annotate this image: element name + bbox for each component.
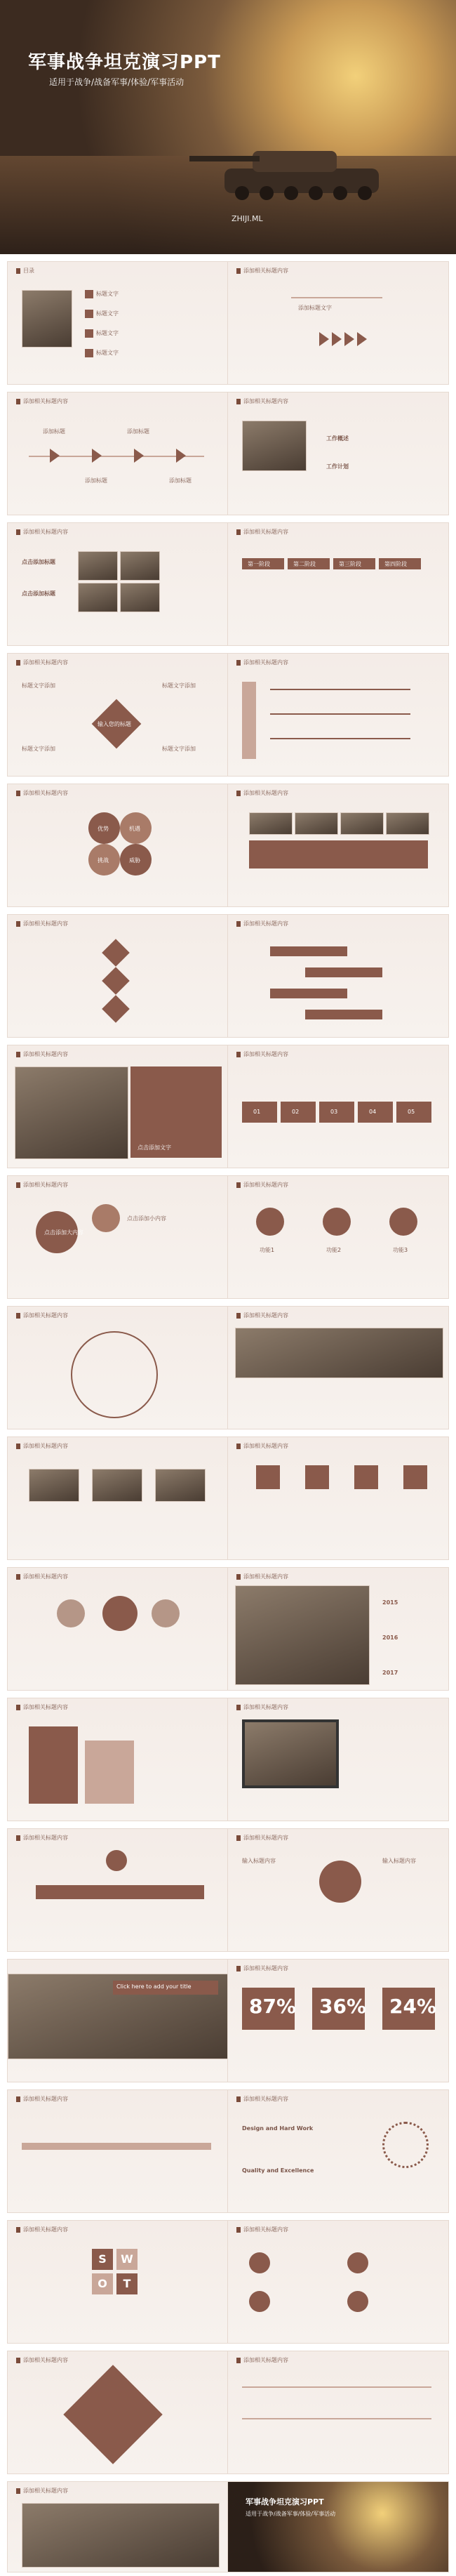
slide-8[interactable] (7, 653, 229, 777)
slide-12[interactable] (7, 914, 229, 1038)
slide-36[interactable] (227, 2220, 449, 2344)
swot-t: T (116, 2273, 138, 2294)
item-label: 标题文字添加 (22, 746, 55, 752)
phase-label: 第三阶段 (339, 561, 361, 567)
slide-40[interactable] (227, 2481, 449, 2572)
ribbon-block (270, 989, 347, 998)
slide-14[interactable] (7, 1045, 229, 1168)
feature-icon (389, 1208, 417, 1236)
item-label: 标题文字添加 (162, 682, 196, 689)
slide-30[interactable] (227, 1828, 449, 1952)
timeline-label: 添加标题 (43, 428, 65, 435)
slide-22-label: 添加相关标题内容 (236, 1441, 288, 1451)
item-title: Design and Hard Work (242, 2125, 314, 2132)
x-shape (63, 2365, 162, 2464)
slide-37[interactable] (7, 2351, 229, 2474)
slide-11[interactable] (227, 784, 449, 907)
closing-subtitle: 适用于战争/战备军事/体验/军事活动 (246, 2511, 336, 2517)
step-number: 01 (253, 1109, 261, 1115)
item-label: 标题文字 (96, 291, 119, 297)
monitor-photo (242, 421, 307, 471)
arrow-icon (344, 332, 354, 346)
slide-7-label: 添加相关标题内容 (236, 527, 288, 537)
item-label: 标题文字 (96, 330, 119, 336)
dotted-ring (382, 2122, 429, 2168)
tank-photo (29, 1469, 79, 1502)
slide-17-label: 添加相关标题内容 (16, 1180, 68, 1190)
percent-value: 87% (249, 1995, 297, 2018)
slide-35-label: 添加相关标题内容 (16, 2225, 68, 2235)
slide-19[interactable] (7, 1306, 229, 1429)
swot-s: S (92, 2249, 113, 2270)
line (242, 2386, 431, 2388)
tank-photo (120, 583, 160, 612)
slide-27[interactable] (7, 1698, 229, 1821)
tank-photo (295, 812, 338, 835)
photo-circle (152, 1599, 180, 1627)
swot-o: O (92, 2273, 113, 2294)
arrow-icon (92, 449, 102, 463)
quadrant-label: 优势 (98, 826, 109, 832)
slide-34[interactable] (227, 2089, 449, 2213)
tank-illustration-icon (189, 119, 400, 211)
item-label: 标题文字添加 (22, 682, 55, 689)
tank-photo (249, 812, 293, 835)
item-label: 标题文字 (96, 310, 119, 317)
circle-label: 点击添加大内容 (44, 1229, 83, 1236)
diamond-shape (102, 995, 130, 1023)
slide-3-label: 添加相关标题内容 (236, 266, 288, 276)
flag-icon (347, 2252, 368, 2273)
slide-38[interactable] (227, 2351, 449, 2474)
year-label: 2015 (382, 1599, 398, 1606)
slide-16[interactable] (227, 1045, 449, 1168)
slide-6[interactable] (7, 522, 229, 646)
slide-20[interactable] (227, 1306, 449, 1429)
heart-icon (305, 1465, 329, 1489)
cycle-ring (71, 1331, 158, 1418)
slide-28[interactable] (227, 1698, 449, 1821)
slide-18[interactable] (227, 1175, 449, 1299)
swot-w: W (116, 2249, 138, 2270)
tank-photo (340, 812, 384, 835)
cover-title: 军事战争坦克演习PPT (28, 52, 221, 73)
slide-13-label: 添加相关标题内容 (236, 919, 288, 929)
slide-39[interactable] (7, 2481, 229, 2572)
cover-slide[interactable] (0, 0, 456, 254)
arrow-icon (357, 332, 367, 346)
slide-6-label: 添加相关标题内容 (16, 527, 68, 537)
slide-9[interactable] (227, 653, 449, 777)
arrow-icon (332, 332, 342, 346)
slide-27-label: 添加相关标题内容 (16, 1703, 68, 1712)
chart-icon (403, 1465, 427, 1489)
line (270, 689, 410, 690)
flag-icon (249, 2291, 270, 2312)
phase-label: 第一阶段 (248, 561, 270, 567)
vertical-bar (242, 682, 256, 759)
left-label: 输入标题内容 (242, 1858, 276, 1864)
flag-icon (347, 2291, 368, 2312)
item-title: Quality and Excellence (242, 2167, 314, 2174)
percent-value: 36% (319, 1995, 367, 2018)
step-number: 05 (408, 1109, 415, 1115)
arrow-icon (319, 332, 329, 346)
tank-photo (386, 812, 429, 835)
diamond-shape (102, 967, 130, 995)
phase-label: 第四阶段 (384, 561, 407, 567)
timeline-label: 添加标题 (127, 428, 149, 435)
slide-12-label: 添加相关标题内容 (16, 919, 68, 929)
ribbon-block (270, 946, 347, 956)
doc-icon (354, 1465, 378, 1489)
feature-icon (256, 1208, 284, 1236)
slide-16-label: 添加相关标题内容 (236, 1050, 288, 1059)
item-label: 标题文字 (96, 350, 119, 356)
tank-banner-photo (235, 1328, 443, 1378)
banner (36, 1885, 204, 1899)
slide-38-label: 添加相关标题内容 (236, 2356, 288, 2365)
slide-28-label: 添加相关标题内容 (236, 1703, 288, 1712)
item-bullet (85, 349, 93, 357)
panel-label: 点击添加文字 (138, 1144, 171, 1151)
slide-9-label: 添加相关标题内容 (236, 658, 288, 668)
slide-22[interactable] (227, 1436, 449, 1560)
arrow-icon (50, 449, 60, 463)
slide-3[interactable] (227, 261, 449, 385)
slide-36-label: 添加相关标题内容 (236, 2225, 288, 2235)
phase-label: 第二阶段 (293, 561, 316, 567)
photo-circle (102, 1596, 138, 1631)
tank-photo (78, 551, 118, 581)
slide-31[interactable] (7, 1959, 229, 2082)
tank-photo (235, 1585, 370, 1685)
slide-8-label: 添加相关标题内容 (16, 658, 68, 668)
slide-29[interactable] (7, 1828, 229, 1952)
slide-4-label: 添加相关标题内容 (16, 397, 68, 407)
slide-13[interactable] (227, 914, 449, 1038)
slide-20-label: 添加相关标题内容 (236, 1311, 288, 1321)
arrow-icon (176, 449, 186, 463)
item-label: 标题文字添加 (162, 746, 196, 752)
slide-29-label: 添加相关标题内容 (16, 1833, 68, 1843)
quadrant-label: 挑战 (98, 857, 109, 864)
slide-10-label: 添加相关标题内容 (16, 788, 68, 798)
feature-label: 功能3 (393, 1247, 408, 1253)
section-title: 工作概述 (326, 435, 349, 442)
slide-37-label: 添加相关标题内容 (16, 2356, 68, 2365)
monitor-photo (242, 1719, 339, 1788)
tank-photo (22, 290, 72, 348)
slide-23-label: 添加相关标题内容 (16, 1572, 68, 1582)
slide-5-label: 添加相关标题内容 (236, 397, 288, 407)
slide-5[interactable] (227, 392, 449, 515)
diamond-shape (102, 939, 130, 967)
slide-26[interactable] (227, 1567, 449, 1691)
percent-value: 24% (389, 1995, 437, 2018)
content-banner (249, 840, 428, 868)
heading-text: 点击添加标题 (22, 559, 55, 565)
slide-33[interactable] (7, 2089, 229, 2213)
block-dark (29, 1726, 78, 1804)
slide-39-label: 添加相关标题内容 (16, 2486, 68, 2496)
slide-21-label: 添加相关标题内容 (16, 1441, 68, 1451)
heading-text: 添加标题文字 (298, 305, 332, 311)
cover-subtitle: 适用于战争/战备军事/体验/军事活动 (49, 77, 185, 87)
side-label: 点击添加小内容 (127, 1215, 166, 1222)
small-circle (92, 1204, 120, 1232)
wave-line (22, 2143, 211, 2150)
timeline-label: 添加标题 (169, 477, 192, 484)
closing-title: 军事战争坦克演习PPT (246, 2497, 324, 2506)
banner-label: Click here to add your title (116, 1983, 192, 1990)
feature-label: 功能1 (260, 1247, 275, 1253)
ribbon-block (305, 1010, 382, 1019)
slide-21[interactable] (7, 1436, 229, 1560)
center-circle (319, 1861, 361, 1903)
block-light (85, 1741, 134, 1804)
step-number: 03 (330, 1109, 338, 1115)
slide-7[interactable] (227, 522, 449, 646)
line (242, 2418, 431, 2419)
year-label: 2017 (382, 1670, 398, 1676)
divider (291, 297, 382, 298)
slide-32[interactable] (227, 1959, 449, 2082)
year-label: 2016 (382, 1634, 398, 1641)
slide-23[interactable] (7, 1567, 229, 1691)
feature-icon (323, 1208, 351, 1236)
slide-14-label: 添加相关标题内容 (16, 1050, 68, 1059)
slide-11-label: 添加相关标题内容 (236, 788, 288, 798)
tank-photo (15, 1066, 128, 1159)
item-bullet (85, 310, 93, 318)
line (270, 713, 410, 715)
center-label: 输入您的标题 (98, 721, 131, 727)
step-number: 02 (292, 1109, 300, 1115)
slide-35[interactable] (7, 2220, 229, 2344)
slide-18-label: 添加相关标题内容 (236, 1180, 288, 1190)
arrow-icon (134, 449, 144, 463)
slide-33-label: 添加相关标题内容 (16, 2094, 68, 2104)
tank-photo (120, 551, 160, 581)
slide-19-label: 添加相关标题内容 (16, 1311, 68, 1321)
cover-logo: ZHIJI.ML (232, 214, 263, 223)
tank-photo (22, 2503, 220, 2568)
slide-26-label: 添加相关标题内容 (236, 1572, 288, 1582)
slide-2-label: 目录 (16, 266, 34, 276)
item-bullet (85, 329, 93, 338)
tank-photo (78, 583, 118, 612)
slide-32-label: 添加相关标题内容 (236, 1964, 288, 1974)
tool-icon (256, 1465, 280, 1489)
heading-text: 点击添加标题 (22, 590, 55, 597)
slide-17[interactable] (7, 1175, 229, 1299)
tank-photo (92, 1469, 142, 1502)
feature-label: 功能2 (326, 1247, 342, 1253)
slide-34-label: 添加相关标题内容 (236, 2094, 288, 2104)
quadrant-label: 威胁 (129, 857, 140, 864)
line (270, 738, 410, 739)
slide-10[interactable] (7, 784, 229, 907)
slide-30-label: 添加相关标题内容 (236, 1833, 288, 1843)
item-bullet (85, 290, 93, 298)
ribbon-block (305, 967, 382, 977)
section-title: 工作计划 (326, 463, 349, 470)
slide-2[interactable] (7, 261, 229, 385)
search-icon (106, 1850, 127, 1871)
timeline-label: 添加标题 (85, 477, 107, 484)
right-label: 输入标题内容 (382, 1858, 416, 1864)
step-number: 04 (369, 1109, 377, 1115)
slide-4[interactable] (7, 392, 229, 515)
quadrant-label: 机遇 (129, 826, 140, 832)
photo-circle (57, 1599, 85, 1627)
flag-icon (249, 2252, 270, 2273)
tank-photo (155, 1469, 206, 1502)
